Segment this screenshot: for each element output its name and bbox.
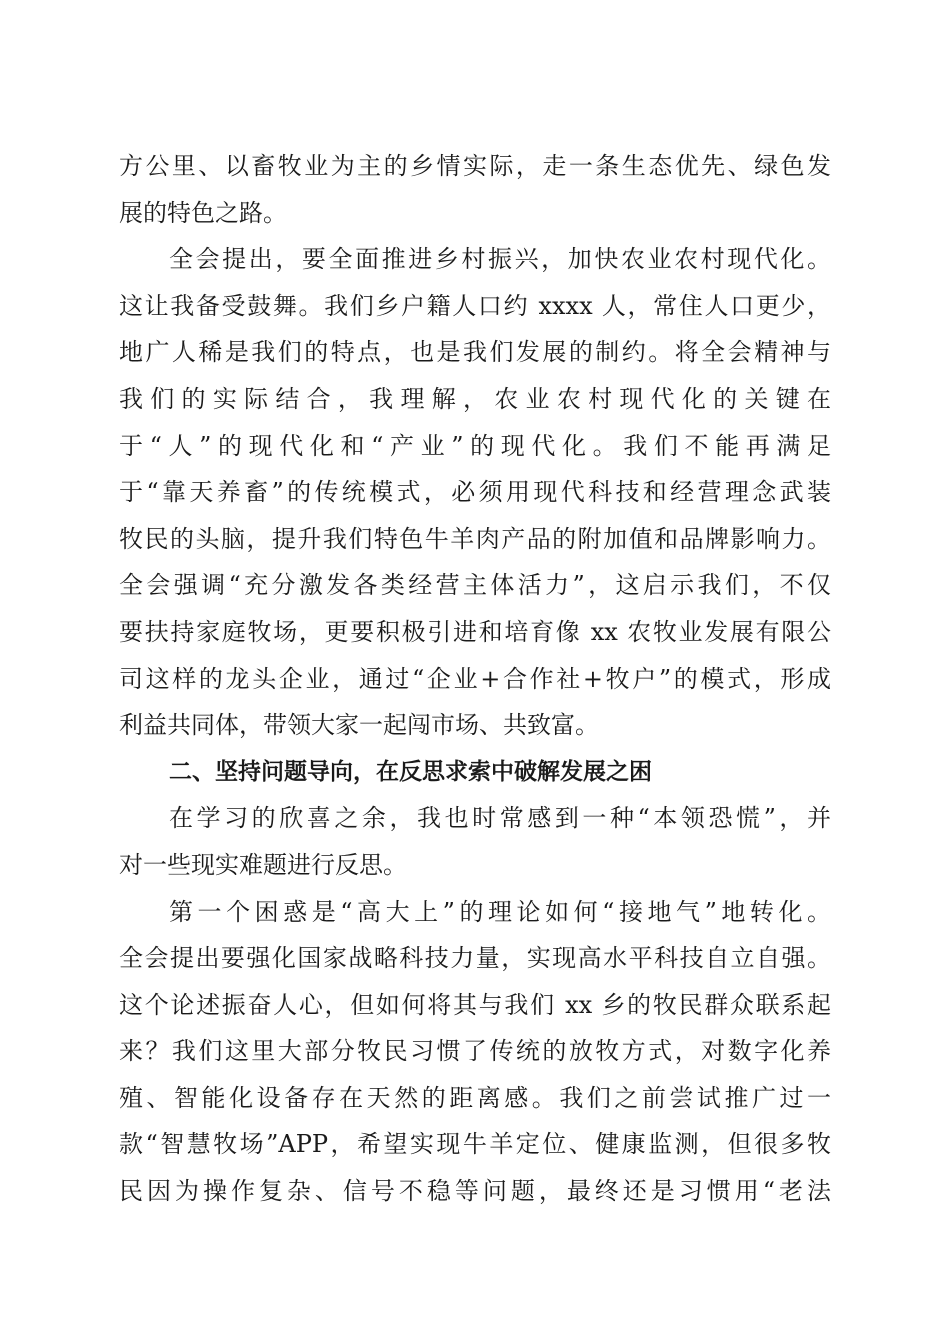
document-body: [119, 143, 831, 1215]
text-line: 全会强调“充分激发各类经营主体活力”，这启示我们，不仅: [119, 571, 831, 600]
text-line: 全会提出，要全面推进乡村振兴，加快农业农村现代化。: [169, 245, 831, 274]
text-line: 我们的实际结合，我理解，农业农村现代化的关键在: [119, 384, 831, 413]
text-line: 殖、智能化设备存在天然的距离感。我们之前尝试推广过一: [119, 1083, 831, 1112]
text-line: 来？我们这里大部分牧民习惯了传统的放牧方式，对数字化养: [119, 1037, 831, 1066]
text-line: 全会提出要强化国家战略科技力量，实现高水平科技自立自强。: [119, 944, 831, 973]
text-line: 牧民的头脑，提升我们特色牛羊肉产品的附加值和品牌影响力。: [119, 524, 831, 553]
text-line: 第一个困惑是“高大上”的理论如何“接地气”地转化。: [169, 897, 831, 926]
text-line: 地广人稀是我们的特点，也是我们发展的制约。将全会精神与: [119, 338, 831, 367]
text-line: 这让我备受鼓舞。我们乡户籍人口约 xxxx 人，常住人口更少，: [119, 291, 831, 320]
text-line: 展的特色之路。: [119, 198, 287, 227]
text-line: 这个论述振奋人心，但如何将其与我们 xx 乡的牧民群众联系起: [119, 990, 831, 1019]
text-line: 款“智慧牧场”APP，希望实现牛羊定位、健康监测，但很多牧: [119, 1130, 831, 1159]
text-line: 于“人”的现代化和“产业”的现代化。我们不能再满足: [119, 431, 831, 460]
text-line: 司这样的龙头企业，通过“企业+合作社+牧户”的模式，形成: [119, 664, 831, 693]
section-heading: 二、坚持问题导向，在反思求索中破解发展之困: [169, 758, 652, 785]
text-line: 对一些现实难题进行反思。: [119, 850, 407, 879]
text-line: 利益共同体，带领大家一起闯市场、共致富。: [119, 711, 599, 740]
text-line: 于“靠天养畜”的传统模式，必须用现代科技和经营理念武装: [119, 478, 831, 507]
text-line: 民因为操作复杂、信号不稳等问题，最终还是习惯用“老法: [119, 1177, 831, 1206]
text-line: 要扶持家庭牧场，更要积极引进和培育像 xx 农牧业发展有限公: [119, 617, 831, 646]
text-line: 方公里、以畜牧业为主的乡情实际，走一条生态优先、绿色发: [119, 152, 831, 180]
text-line: 在学习的欣喜之余，我也时常感到一种“本领恐慌”，并: [169, 804, 831, 833]
